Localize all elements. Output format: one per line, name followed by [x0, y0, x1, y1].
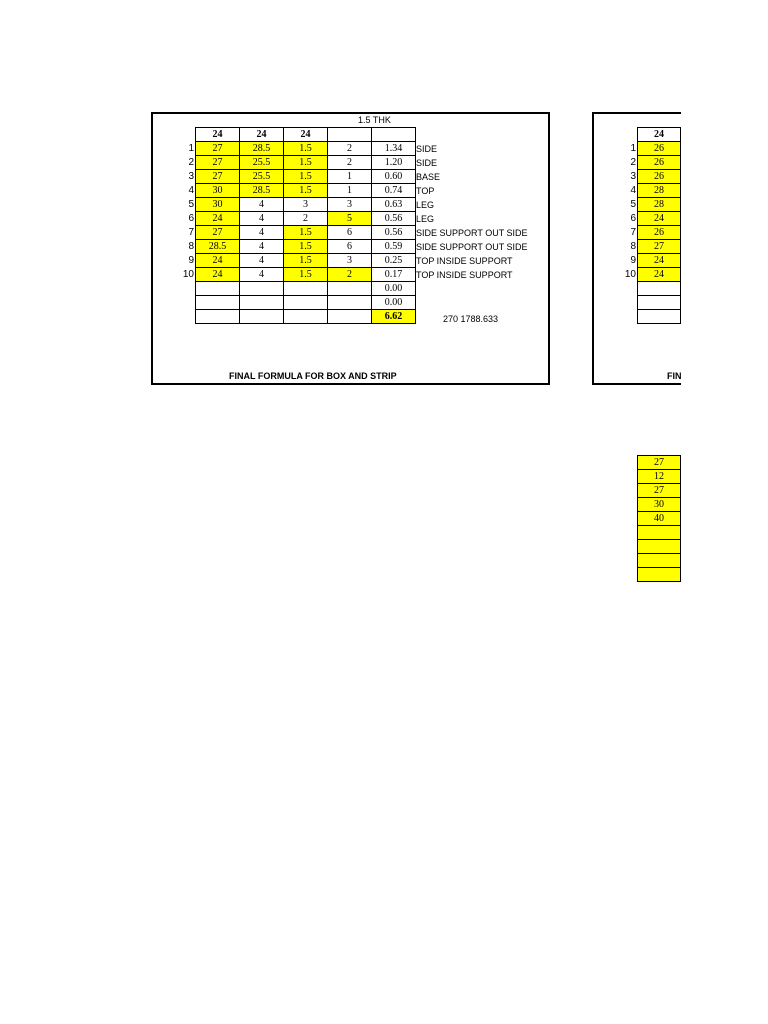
empty-cell [196, 296, 240, 310]
empty-cell [328, 310, 372, 324]
row-number: 9 [630, 255, 636, 266]
yellow-cell: 27 [638, 456, 681, 470]
table-cell: 27 [196, 156, 240, 170]
yellow-cell [638, 568, 681, 582]
header-cell: 24 [240, 128, 284, 142]
part-label: TOP [416, 186, 435, 196]
table-row [196, 170, 416, 184]
empty-cell [284, 310, 328, 324]
table-row [638, 184, 681, 198]
table-row [638, 142, 681, 156]
table-cell: 0.56 [372, 226, 416, 240]
header-row [196, 128, 416, 142]
part-label: SIDE SUPPORT OUT SIDE [416, 242, 528, 252]
table-cell: 0.63 [372, 198, 416, 212]
yellow-cell: 40 [638, 512, 681, 526]
yellow-cell [638, 540, 681, 554]
table-cell: 1.5 [284, 240, 328, 254]
table-cell: 0.60 [372, 170, 416, 184]
table-cell: 0.00 [372, 282, 416, 296]
table-row [196, 254, 416, 268]
table-cell: 3 [328, 198, 372, 212]
empty-cell [638, 282, 681, 296]
table-cell: 1 [328, 184, 372, 198]
header-cell: 24 [284, 128, 328, 142]
row-number: 5 [188, 199, 194, 210]
summary-values: 270 1788.633 [443, 314, 499, 324]
table-row [638, 296, 681, 310]
row-number: 3 [630, 171, 636, 182]
empty-cell [240, 310, 284, 324]
table-cell: 24 [638, 254, 681, 268]
table-cell: 24 [196, 254, 240, 268]
yellow-row [638, 512, 681, 526]
header-cell: 24 [638, 128, 681, 142]
header-cell: 24 [196, 128, 240, 142]
header-cell [328, 128, 372, 142]
yellow-row [638, 568, 681, 582]
yellow-row [638, 456, 681, 470]
part-label: LEG [416, 200, 435, 210]
table-cell: 2 [328, 156, 372, 170]
table-cell: 0.00 [372, 296, 416, 310]
table-cell: 1.34 [372, 142, 416, 156]
part-label: LEG [416, 214, 435, 224]
table-row [638, 254, 681, 268]
table-cell: 1.20 [372, 156, 416, 170]
table-cell: 26 [638, 142, 681, 156]
row-number: 3 [188, 171, 194, 182]
empty-cell [284, 282, 328, 296]
table-cell: 3 [284, 198, 328, 212]
part-label-column [416, 142, 528, 282]
table-cell: 30 [196, 198, 240, 212]
right-row-number-column [612, 142, 636, 282]
table-cell: 24 [196, 268, 240, 282]
right-final-formula-title: FIN [667, 371, 681, 381]
part-label: SIDE SUPPORT OUT SIDE [416, 228, 528, 238]
table-cell: 1.5 [284, 170, 328, 184]
empty-cell [638, 296, 681, 310]
table-cell: 27 [196, 170, 240, 184]
right-dimension-table [637, 127, 681, 324]
table-cell: 24 [196, 212, 240, 226]
row-number: 1 [188, 143, 194, 154]
table-cell: 4 [240, 226, 284, 240]
row-number: 7 [630, 227, 636, 238]
table-cell: 25.5 [240, 156, 284, 170]
yellow-row [638, 498, 681, 512]
row-number: 6 [630, 213, 636, 224]
table-cell: 24 [638, 268, 681, 282]
row-number: 6 [188, 213, 194, 224]
table-cell: 1.5 [284, 226, 328, 240]
table-row [638, 240, 681, 254]
table-cell: 1.5 [284, 156, 328, 170]
table-cell: 28.5 [196, 240, 240, 254]
table-cell: 27 [196, 226, 240, 240]
table-cell: 0.25 [372, 254, 416, 268]
table-cell: 1.5 [284, 142, 328, 156]
row-number: 1 [630, 143, 636, 154]
empty-cell [240, 296, 284, 310]
table-cell: 1.5 [284, 268, 328, 282]
empty-cell [196, 282, 240, 296]
table-cell: 1 [328, 170, 372, 184]
table-cell: 6 [328, 240, 372, 254]
thickness-title: 1.5 THK [358, 115, 391, 125]
table-cell: 26 [638, 226, 681, 240]
table-row [196, 268, 416, 282]
table-cell: 28 [638, 184, 681, 198]
row-number: 9 [188, 255, 194, 266]
table-cell: 26 [638, 156, 681, 170]
row-number: 4 [188, 185, 194, 196]
table-cell: 4 [240, 212, 284, 226]
yellow-cell: 30 [638, 498, 681, 512]
table-cell: 26 [638, 170, 681, 184]
table-row [196, 282, 416, 296]
table-row [196, 184, 416, 198]
yellow-row [638, 470, 681, 484]
table-row [196, 198, 416, 212]
empty-cell [284, 296, 328, 310]
row-number: 8 [188, 241, 194, 252]
row-number: 5 [630, 199, 636, 210]
table-row [638, 226, 681, 240]
table-cell: 28.5 [240, 142, 284, 156]
table-row [638, 198, 681, 212]
table-cell: 30 [196, 184, 240, 198]
table-cell: 3 [328, 254, 372, 268]
table-cell: 0.74 [372, 184, 416, 198]
table-row [638, 156, 681, 170]
header-cell [372, 128, 416, 142]
yellow-cell: 27 [638, 484, 681, 498]
table-cell: 28 [638, 198, 681, 212]
table-row [196, 226, 416, 240]
table-cell: 4 [240, 254, 284, 268]
row-number: 10 [182, 269, 194, 280]
empty-cell [328, 296, 372, 310]
table-cell: 6 [328, 226, 372, 240]
yellow-row [638, 540, 681, 554]
table-cell: 24 [638, 212, 681, 226]
yellow-value-column [637, 455, 681, 582]
part-label: TOP INSIDE SUPPORT [416, 270, 513, 280]
table-row [196, 156, 416, 170]
row-number: 8 [630, 241, 636, 252]
yellow-row [638, 526, 681, 540]
part-label: SIDE [416, 144, 438, 154]
row-number: 4 [630, 185, 636, 196]
table-cell: 27 [196, 142, 240, 156]
row-number: 2 [630, 157, 636, 168]
table-row [196, 296, 416, 310]
table-cell: 2 [328, 268, 372, 282]
yellow-cell: 12 [638, 470, 681, 484]
table-row [638, 282, 681, 296]
table-row [638, 212, 681, 226]
table-cell: 27 [638, 240, 681, 254]
table-cell: 2 [284, 212, 328, 226]
final-formula-title: FINAL FORMULA FOR BOX AND STRIP [229, 371, 397, 381]
yellow-row [638, 554, 681, 568]
empty-cell [638, 310, 681, 324]
table-cell: 2 [328, 142, 372, 156]
table-cell: 0.17 [372, 268, 416, 282]
empty-cell [240, 282, 284, 296]
table-cell: 4 [240, 198, 284, 212]
table-row [196, 212, 416, 226]
table-row [638, 310, 681, 324]
table-cell: 1.5 [284, 184, 328, 198]
table-cell: 4 [240, 268, 284, 282]
table-cell: 5 [328, 212, 372, 226]
table-row [638, 170, 681, 184]
part-label: SIDE [416, 158, 438, 168]
part-label: BASE [416, 172, 441, 182]
table-cell: 25.5 [240, 170, 284, 184]
table-cell: 28.5 [240, 184, 284, 198]
table-row [196, 240, 416, 254]
table-row [638, 268, 681, 282]
table-row [196, 142, 416, 156]
dimension-table [195, 127, 416, 324]
total-row [196, 310, 416, 324]
yellow-cell [638, 526, 681, 540]
row-number: 2 [188, 157, 194, 168]
row-number-column [170, 142, 194, 282]
row-number: 7 [188, 227, 194, 238]
yellow-cell [638, 554, 681, 568]
empty-cell [328, 282, 372, 296]
empty-cell [196, 310, 240, 324]
row-number: 10 [624, 269, 636, 280]
yellow-row [638, 484, 681, 498]
table-cell: 0.56 [372, 212, 416, 226]
table-cell: 1.5 [284, 254, 328, 268]
table-cell: 4 [240, 240, 284, 254]
total-cell: 6.62 [372, 310, 416, 324]
table-cell: 0.59 [372, 240, 416, 254]
header-row [638, 128, 681, 142]
part-label: TOP INSIDE SUPPORT [416, 256, 513, 266]
